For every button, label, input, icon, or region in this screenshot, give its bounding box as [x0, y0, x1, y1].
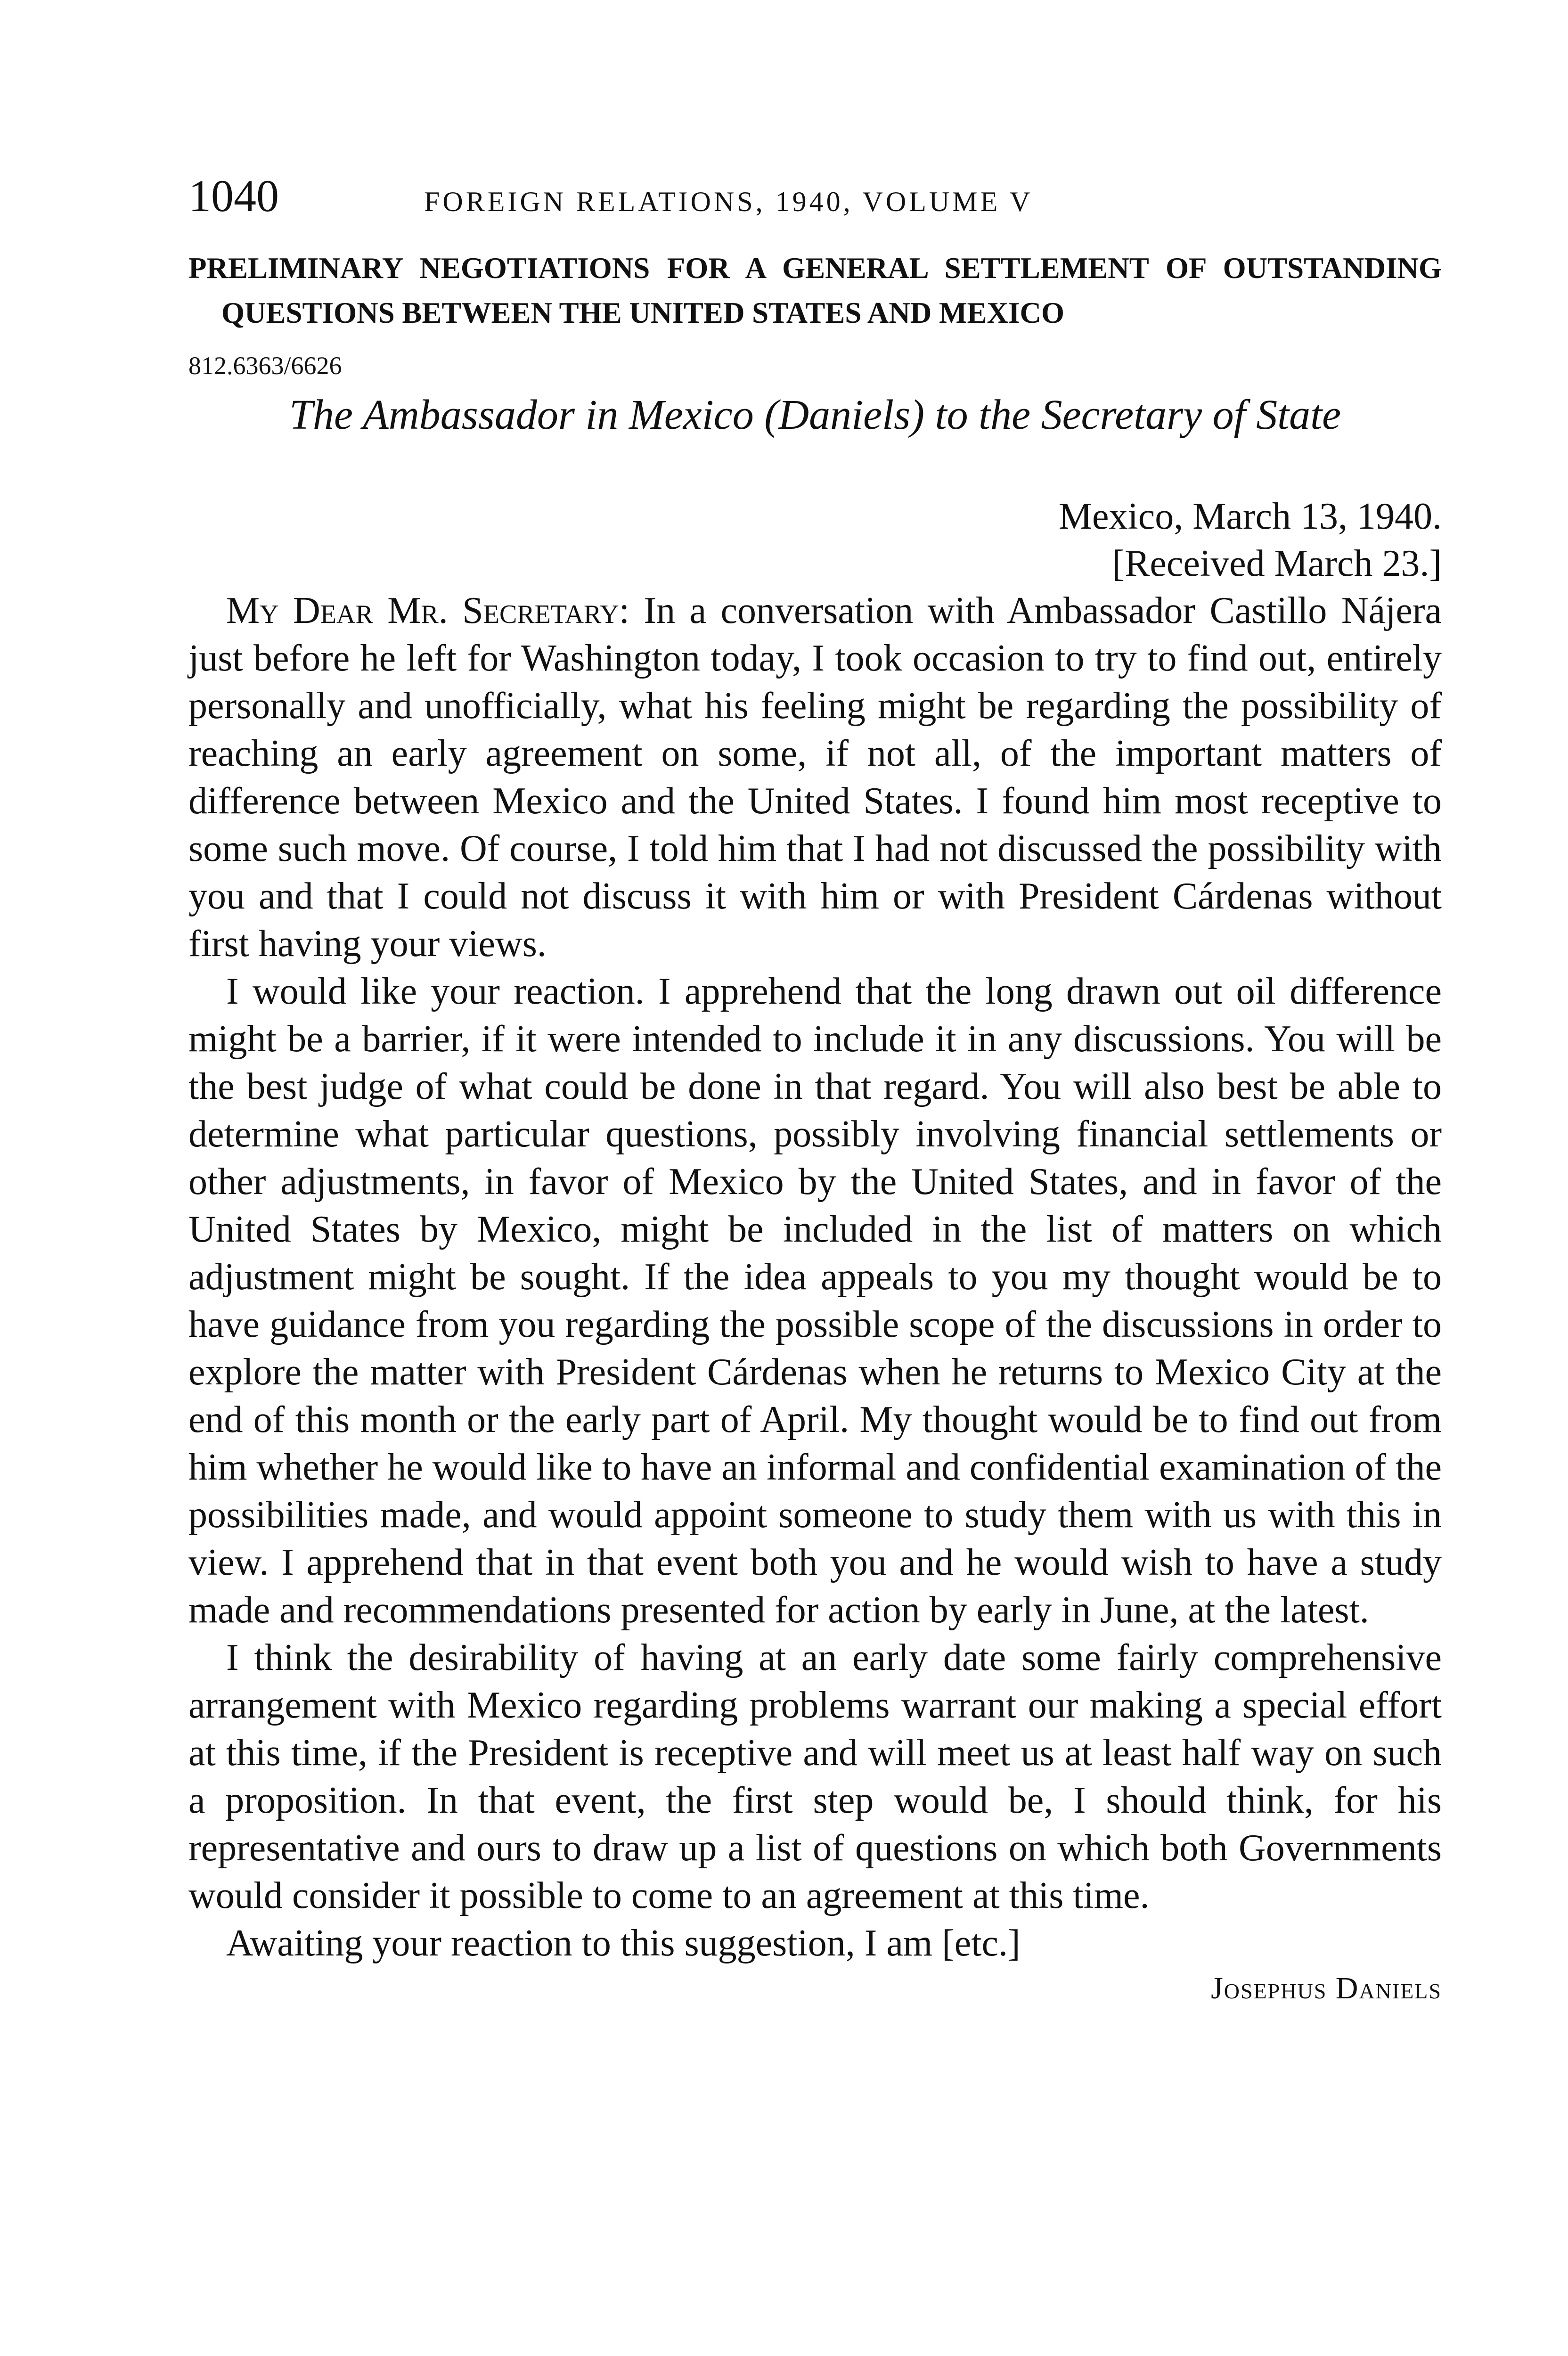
dateline: Mexico, March 13, 1940. [1058, 496, 1442, 537]
document-title: The Ambassador in Mexico (Daniels) to the Secretary of State [289, 392, 1341, 438]
paragraph-1-text: In a conversation with Ambassador Castillo Nájera just before he left for Washington today, I took occasion to try to find out, entirely personally and unofficially, what his feeling might be regarding the possibility of reaching an early agreement on some, if not all, of the important matters of difference between Mexico and the United States. I found him most receptive to some such move. Of course, I told him that I had not discussed the possibility with you and that I could not discuss it with him or with President Cárdenas without first having your views. [188, 590, 1442, 965]
section-heading: PRELIMINARY NEGOTIATIONS FOR A GENERAL SETTLEMENT OF OUTSTANDING QUESTIONS BETWEEN THE UNITED STATES AND MEXICO [188, 252, 1442, 329]
letter-body [188, 587, 1442, 1967]
paragraph-1 [188, 587, 1442, 968]
paragraph-4: Awaiting your reaction to this suggestion, I am [etc.] [226, 1922, 1021, 1964]
running-title: FOREIGN RELATIONS, 1940, VOLUME V [424, 186, 1033, 217]
document-page [188, 170, 1442, 2010]
file-number: 812.6363/6626 [188, 352, 342, 380]
page-number: 1040 [188, 171, 279, 221]
received-note: [Received March 23.] [1112, 543, 1442, 584]
signature: Josephus Daniels [1211, 1971, 1442, 2005]
salutation: My Dear Mr. Secretary: [226, 590, 629, 631]
paragraph-3: I think the desirability of having at an early date some fairly comprehensive arrangement with Mexico regarding problems warrant our making a special effort at this time, if the President is receptive and will meet us at least half way on such a proposition. In that event, the first step would be, I should think, for his representative and ours to draw up a list of questions on which both Governments would consider it possible to come to an agreement at this time. [188, 1637, 1442, 1916]
running-head [188, 170, 1442, 226]
paragraph-2: I would like your reaction. I apprehend that the long drawn out oil difference might be a barrier, if it were intended to include it in any discussions. You will be the best judge of what could be done in that regard. You will also best be able to determine what particular questions, possibly involving financial settlements or other adjustments, in favor of Mexico by the United States, and in favor of the United States by Mexico, might be included in the list of matters on which adjustment might be sought. If the idea appeals to you my thought would be to have guidance from you regarding the possible scope of the discussions in order to explore the matter with President Cárdenas when he returns to Mexico City at the end of this month or the early part of April. My thought would be to find out from him whether he would like to have an informal and confidential examination of the possibilities made, and would appoint someone to study them with us with this in view. I apprehend that in that event both you and he would wish to have a study made and recommendations presented for action by early in June, at the latest. [188, 971, 1442, 1631]
